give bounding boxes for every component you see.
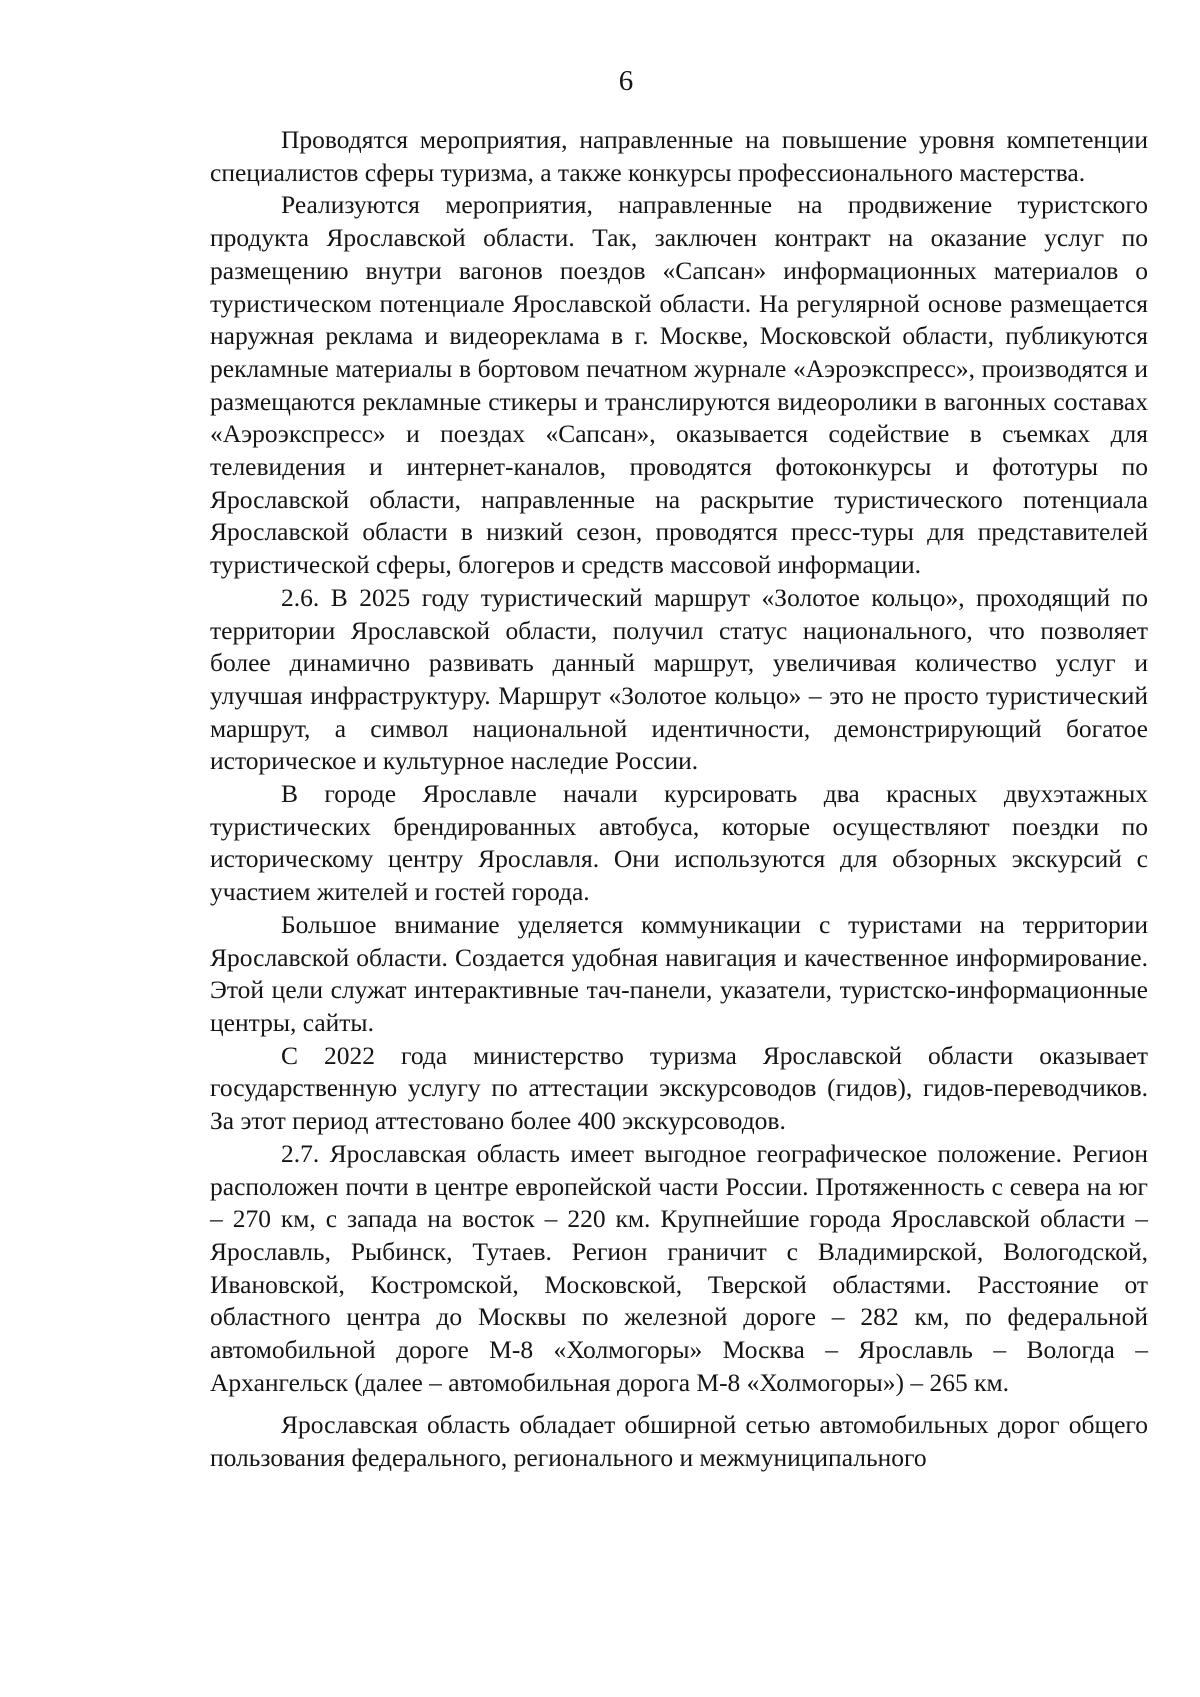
paragraph-staff-competence: Проводятся мероприятия, направленные на повышение уровня компетенции специалистов сферы туризма, а также конкурсы профессионального мастерства.	[210, 125, 1148, 187]
paragraph-guide-certification: С 2022 года министерство туризма Ярославской области оказывает государственную услугу по аттестации экскурсоводов (гидов), гидов-переводчиков. За этот период аттестовано более 400 экскурсоводов.	[210, 1040, 1148, 1136]
document-body	[210, 124, 1148, 1475]
paragraph-tourism-promotion: Реализуются мероприятия, направленные на продвижение туристского продукта Ярославской области. Так, заключен контракт на оказание услуг по размещению внутри вагонов поездов «Сапсан» информационных материалов о туристическом потенциале Ярославской области. На регулярной основе размещается наружная реклама и видеореклама в г. Москве, Московской области, публикуются рекламные материалы в бортовом печатном журнале «Аэроэкспресс», производятся и размещаются рекламные стикеры и транслируются видеоролики в вагонных составах «Аэроэкспресс» и поездах «Сапсан», оказывается содействие в съемках для телевидения и интернет-каналов, проводятся фотоконкурсы и фототуры по Ярославской области, направленные на раскрытие туристического потенциала Ярославской области в низкий сезон, проводятся пресс-туры для представителей туристической сферы, блогеров и средств массовой информации.	[210, 190, 1148, 580]
paragraph-golden-ring: 2.6. В 2025 году туристический маршрут «Золотое кольцо», проходящий по территории Ярославской области, получил статус национального, что позволяет более динамично развивать данный маршрут, увеличивая количество услуг и улучшая инфраструктуру. Маршрут «Золотое кольцо» – это не просто туристический маршрут, а символ национальной идентичности, демонстрирующий богатое историческое и культурное наследие России.	[210, 582, 1148, 776]
paragraph-road-network: Ярославская область обладает обширной сетью автомобильных дорог общего пользования федерального, регионального и межмуниципального	[210, 1410, 1148, 1473]
page-number: 6	[618, 65, 634, 97]
paragraph-tourist-communication: Большое внимание уделяется коммуникации с туристами на территории Ярославской области. Создается удобная навигация и качественное информирование. Этой цели служат интерактивные тач-панели, указатели, туристско-информационные центры, сайты.	[210, 909, 1148, 1037]
paragraph-geographic-position: 2.7. Ярославская область имеет выгодное географическое положение. Регион расположен почти в центре европейской части России. Протяженность с севера на юг – 270 км, с запада на восток – 220 км. Крупнейшие города Ярославской области – Ярославль, Рыбинск, Тутаев. Регион граничит с Владимирской, Вологодской, Ивановской, Костромской, Московской, Тверской областями. Расстояние от областного центра до Москвы по железной дороге – 282 км, по федеральной автомобильной дороге М-8 «Холмогоры» Москва – Ярославль – Вологда – Архангельск (далее – автомобильная дорога М-8 «Холмогоры») – 265 км.	[210, 1138, 1148, 1397]
paragraph-tourist-buses: В городе Ярославле начали курсировать два красных двухэтажных туристических брендированных автобуса, которые осуществляют поездки по историческому центру Ярославля. Они используются для обзорных экскурсий с участием жителей и гостей города.	[210, 779, 1148, 907]
